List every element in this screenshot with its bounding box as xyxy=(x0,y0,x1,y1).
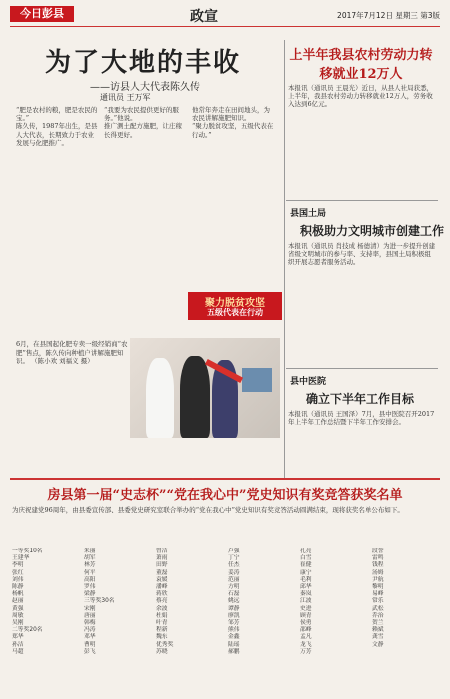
main-para: 他常年奔走在田间地头，为农民讲解施肥知识。 xyxy=(192,106,270,123)
winner-name: 周敏 xyxy=(12,612,24,619)
winner-name: 文静 xyxy=(372,641,384,648)
winner-name: 潘峰 xyxy=(156,584,168,591)
winner-name: 赖斌 xyxy=(372,627,384,634)
winner-name: 吴刚 xyxy=(12,620,24,627)
winner-name: 彭飞 xyxy=(84,648,96,655)
winner-name: 郝鹏 xyxy=(228,648,240,655)
winner-name: 何平 xyxy=(84,569,96,576)
winner-name: 邱华 xyxy=(300,584,312,591)
news-photo xyxy=(130,338,280,438)
winner-name: 张红 xyxy=(12,569,24,576)
winner-name: 孙洁 xyxy=(12,641,24,648)
winner-name: 江波 xyxy=(300,598,312,605)
winner-name: 石磊 xyxy=(228,591,240,598)
winner-name: 杜娟 xyxy=(156,612,168,619)
winner-name: 顾青 xyxy=(300,612,312,619)
winner-name: 朱丽 xyxy=(84,548,96,554)
winner-name: 萧雨 xyxy=(156,555,168,562)
banner-line-1: 聚力脱贫攻坚 xyxy=(205,298,265,309)
masthead xyxy=(10,4,440,27)
main-reporter: 通讯员 王万军 xyxy=(100,93,151,102)
winner-name: 蔡亮 xyxy=(156,598,168,605)
winner-name: 方明 xyxy=(228,584,240,591)
winner-name: 赵丽 xyxy=(12,598,24,605)
main-para: “我要为农民提供更好的服务。”他说。 xyxy=(104,106,179,123)
section-title: 政宣 xyxy=(190,9,218,25)
winner-name: 武松 xyxy=(372,605,384,612)
main-col-3 xyxy=(192,106,276,286)
winner-name: 唐丽 xyxy=(84,612,96,619)
column-divider xyxy=(284,40,285,478)
main-col-2 xyxy=(104,106,188,332)
main-para: “聚力脱贫攻坚，五级代表在行动。” xyxy=(192,122,274,139)
winner-name: 段誉 xyxy=(372,548,384,554)
winner-name: 袁媛 xyxy=(156,576,168,583)
campaign-banner xyxy=(188,292,282,320)
winner-name: 刘伟 xyxy=(12,576,24,583)
winner-name: 易峰 xyxy=(372,591,384,598)
winner-name: 魏东 xyxy=(156,634,168,641)
winner-name: 尹航 xyxy=(372,576,384,583)
photo-caption: 6月，在县国起化肥专卖一级经销商“农肥”售点，陈久传向种植户讲解施肥知识。 （陈小欢 刘福义 摄） xyxy=(16,340,128,365)
winner-name: 余波 xyxy=(156,605,168,612)
winner-name: 雷鸣 xyxy=(372,555,384,562)
winner-name: 梁静 xyxy=(84,591,96,598)
winner-name: 常乐 xyxy=(372,598,384,605)
winner-name: 廖凯 xyxy=(228,612,240,619)
winner-name: 三等奖30名 xyxy=(84,598,115,605)
winner-name: 金鑫 xyxy=(228,634,240,641)
winner-name: 孟凡 xyxy=(300,634,312,641)
photo-person-1 xyxy=(146,358,174,438)
winner-name: 蒋欣 xyxy=(156,591,168,598)
winner-name: 侯勇 xyxy=(300,620,312,627)
winner-name: 邹芳 xyxy=(228,620,240,627)
right-mid-headline: 积极助力文明城市创建工作 xyxy=(300,224,445,238)
bottom-headline: 房县第一届“史志杯”“党在我心中”党史知识有奖竞答获奖名单 xyxy=(47,488,403,503)
divider xyxy=(286,368,438,369)
winner-name: 毛利 xyxy=(300,576,312,583)
right-low-body: 本报讯（通讯员 王国泽）7月，县中医院召开2017年上半年工作总结暨下半年工作安排会。 xyxy=(288,410,435,427)
winner-name: 叶青 xyxy=(156,620,168,627)
winner-name: 曹明 xyxy=(84,641,96,648)
issue-date: 2017年7月12日 星期三 第3版 xyxy=(337,11,440,20)
winner-name: 乔治 xyxy=(372,612,384,619)
winner-name: 优秀奖 xyxy=(156,641,174,648)
winner-name: 郑华 xyxy=(12,634,24,641)
winner-name: 苏晓 xyxy=(156,648,168,655)
winner-name: 秦岚 xyxy=(300,591,312,598)
winner-name: 王建华 xyxy=(12,555,30,562)
divider xyxy=(10,478,440,480)
main-para: “肥是农村的粮，肥是农民的宝。” xyxy=(16,106,98,123)
winner-name: 康宁 xyxy=(300,569,312,576)
winner-name: 任杰 xyxy=(228,562,240,569)
winner-name: 曾洁 xyxy=(156,548,168,554)
winner-name: 丁宁 xyxy=(228,555,240,562)
winner-name: 孔亮 xyxy=(300,548,312,554)
winner-name: 马超 xyxy=(12,648,24,655)
right-low-kicker: 县中医院 xyxy=(290,377,327,387)
winner-name: 罗伟 xyxy=(84,584,96,591)
winner-name: 万芳 xyxy=(300,648,312,655)
main-para: 陈久传，1987年出生，是县人大代表，长期致力于农业发展与化肥推广。 xyxy=(16,122,98,147)
winner-name: 卢强 xyxy=(228,548,240,554)
winner-name: 黎明 xyxy=(372,584,384,591)
winner-name: 宋刚 xyxy=(84,605,96,612)
winner-name: 田野 xyxy=(156,562,168,569)
main-col-1 xyxy=(16,106,100,332)
right-mid-kicker: 县国土局 xyxy=(290,209,327,219)
winner-name: 杨帆 xyxy=(12,591,24,598)
winner-name: 黄强 xyxy=(12,605,24,612)
divider xyxy=(286,200,438,201)
main-subtitle: ——访县人大代表陈久传 xyxy=(90,82,200,93)
winner-name: 熊伟 xyxy=(228,627,240,634)
winner-name: 姜涛 xyxy=(228,569,240,576)
winner-name: 一等奖10名 xyxy=(12,548,43,554)
winner-name: 李明 xyxy=(12,562,24,569)
winner-name: 陆瑶 xyxy=(228,641,240,648)
right-mid-body: 本报讯（通讯员 肖技成 杨德清）为进一步提升创建省级文明城市的参与率、支持率，县国土局积极组织开展志愿者服务活动。 xyxy=(288,242,436,267)
winner-name: 程新 xyxy=(156,627,168,634)
winner-name: 邵峰 xyxy=(300,627,312,634)
photo-monitor xyxy=(242,368,272,392)
right-low-headline: 确立下半年工作目标 xyxy=(306,392,415,406)
winner-name: 范丽 xyxy=(228,576,240,583)
paper-logo: 今日彭县 xyxy=(10,6,74,22)
winner-name: 冯涛 xyxy=(84,627,96,634)
winner-name: 汤姆 xyxy=(372,569,384,576)
winner-name: 董磊 xyxy=(156,569,168,576)
winner-name: 韩梅 xyxy=(84,620,96,627)
winner-list xyxy=(12,548,438,688)
winner-name: 邓华 xyxy=(84,634,96,641)
winner-name: 谭静 xyxy=(228,605,240,612)
bottom-intro: 为庆祝建党96周年，由县委宣传部、县委党史研究室联合举办的“党在我心中”党史知识有奖竞答活动圆满结束，现将获奖名单公布如下。 xyxy=(12,506,404,514)
winner-name: 贺兰 xyxy=(372,620,384,627)
winner-name: 高阳 xyxy=(84,576,96,583)
main-headline: 为了大地的丰收 xyxy=(44,48,241,78)
winner-name: 钱程 xyxy=(372,562,384,569)
winner-name: 姚远 xyxy=(228,598,240,605)
winner-name: 陈静 xyxy=(12,584,24,591)
photo-person-2 xyxy=(180,356,210,438)
winner-name: 史进 xyxy=(300,605,312,612)
winner-name: 崔健 xyxy=(300,562,312,569)
winner-name: 龚雪 xyxy=(372,634,384,641)
main-para: 推广测土配方施肥，让庄稼长得更好。 xyxy=(104,122,182,139)
winner-name: 白雪 xyxy=(300,555,312,562)
right-top-headline: 上半年我县农村劳动力转移就业12万人 xyxy=(289,48,433,82)
banner-line-2: 五级代表在行动 xyxy=(207,307,263,317)
right-top-body: 本报讯（通讯员 王晨光）近日，从县人社局获悉，上半年，我县农村劳动力转移就业12万人，劳务收入达到6亿元。 xyxy=(288,84,434,109)
winner-name: 龙飞 xyxy=(300,641,312,648)
winner-name: 林芳 xyxy=(84,562,96,569)
winner-name: 二等奖20名 xyxy=(12,627,43,634)
winner-name: 胡军 xyxy=(84,555,96,562)
